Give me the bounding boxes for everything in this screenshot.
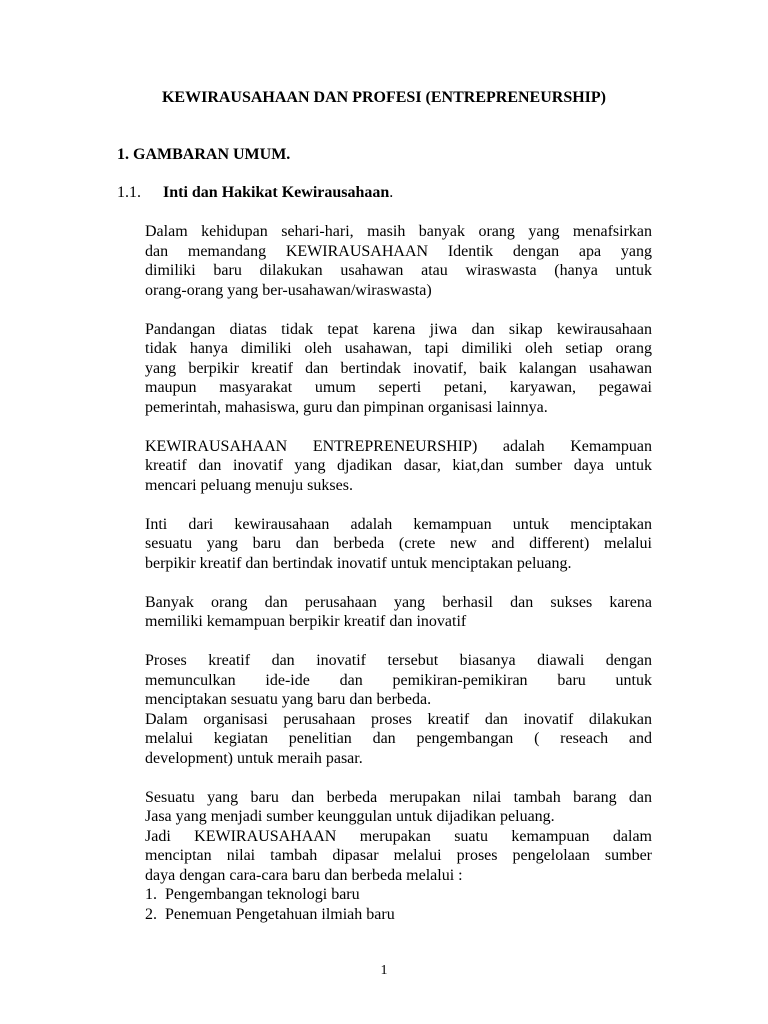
document-body <box>145 222 652 924</box>
text-line: Proses kreatif dan inovatif tersebut biasanya diawali dengan <box>145 652 652 669</box>
text-line: KEWIRAUSAHAAN ENTREPRENEURSHIP) adalah Kemampuan <box>145 437 652 455</box>
paragraph <box>145 788 652 827</box>
list-item <box>145 905 652 925</box>
text-line: Dalam kehidupan sehari-hari, masih banyak orang yang menafsirkan <box>145 223 652 240</box>
paragraph <box>145 437 652 496</box>
text-line: Banyak orang dan perusahaan yang berhasil dan sukses karena <box>145 593 652 611</box>
text-line: berpikir kreatif dan bertindak inovatif untuk menciptakan peluang. <box>145 554 572 572</box>
text-line: memunculkan ide-ide dan pemikiran-pemikiran baru untuk <box>145 671 652 689</box>
paragraph <box>145 710 652 769</box>
text-line: yang berpikir kreatif dan bertindak inovatif, baik kalangan usahawan <box>145 359 652 377</box>
paragraph <box>145 827 652 886</box>
paragraph <box>145 593 652 632</box>
text-line: menciptan nilai tambah dipasar melalui proses pengelolaan sumber <box>145 847 652 864</box>
paragraph <box>145 222 652 300</box>
paragraph <box>145 515 652 574</box>
text-line: mencari peluang menuju sukses. <box>145 476 353 494</box>
text-line: Jadi KEWIRAUSAHAAN merupakan suatu kemampuan dalam <box>145 827 652 845</box>
list-item-number: 1. <box>145 886 157 903</box>
text-line: orang-orang yang ber-usahawan/wiraswasta) <box>145 281 432 299</box>
text-line: Sesuatu yang baru dan berbeda merupakan nilai tambah barang dan <box>145 788 652 806</box>
numbered-list <box>145 885 652 924</box>
subsection-number: 1.1. <box>117 184 141 201</box>
text-line: pemerintah, mahasiswa, guru dan pimpinan organisasi lainnya. <box>145 398 548 416</box>
paragraph <box>145 320 652 418</box>
text-line: Pandangan diatas tidak tepat karena jiwa dan sikap kewirausahaan <box>145 320 652 338</box>
list-item-text: Penemuan Pengetahuan ilmiah baru <box>165 905 395 923</box>
subsection-heading <box>117 183 393 203</box>
text-line: menciptakan sesuatu yang baru dan berbeda. <box>145 691 432 708</box>
document-title: KEWIRAUSAHAAN DAN PROFESI (ENTREPRENEURSHIP) <box>161 89 607 106</box>
page-number: 1 <box>380 963 388 978</box>
text-line: Inti dari kewirausahaan adalah kemampuan untuk menciptakan <box>145 515 652 533</box>
list-item-number: 2. <box>145 905 157 923</box>
text-line: kreatif dan inovatif yang djadikan dasar, kiat,dan sumber daya untuk <box>145 457 652 474</box>
text-line: sesuatu yang baru dan berbeda (crete new and different) melalui <box>145 535 652 552</box>
subsection-title: Inti dan Hakikat Kewirausahaan <box>163 184 390 201</box>
subsection-suffix: . <box>389 184 394 201</box>
text-line: maupun masyarakat umum seperti petani, karyawan, pegawai <box>145 379 652 396</box>
list-item-text: Pengembangan teknologi baru <box>165 886 360 903</box>
section-heading: 1. GAMBARAN UMUM. <box>117 146 291 163</box>
text-line: melalui kegiatan penelitian dan pengembangan ( reseach and <box>145 730 652 747</box>
text-line: development) untuk meraih pasar. <box>145 749 363 767</box>
text-line: daya dengan cara-cara baru dan berbeda melalui : <box>145 866 463 884</box>
text-line: dan memandang KEWIRAUSAHAAN Identik dengan apa yang <box>145 242 652 260</box>
text-line: memiliki kemampuan berpikir kreatif dan inovatif <box>145 613 467 630</box>
list-item <box>145 885 652 905</box>
text-line: Jasa yang menjadi sumber keunggulan untuk dijadikan peluang. <box>145 808 555 825</box>
paragraph <box>145 651 652 710</box>
text-line: tidak hanya dimiliki oleh usahawan, tapi dimiliki oleh setiap orang <box>145 340 652 357</box>
text-line: Dalam organisasi perusahaan proses kreatif dan inovatif dilakukan <box>145 710 652 728</box>
text-line: dimiliki baru dilakukan usahawan atau wiraswasta (hanya untuk <box>145 262 652 279</box>
